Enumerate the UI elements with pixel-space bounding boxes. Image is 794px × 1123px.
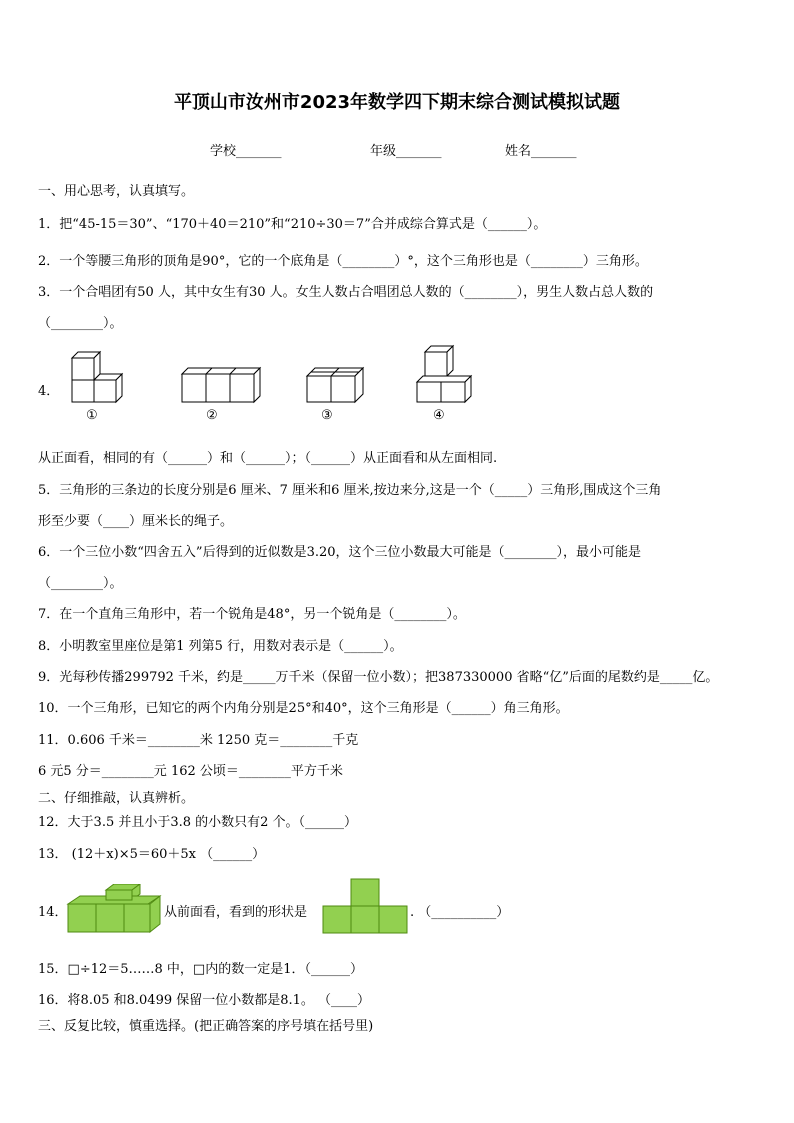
question-1: 1．把“45-15＝30”、“170＋40＝210”和“210÷30＝7”合并成综合算式是（______）。	[38, 217, 547, 232]
question-6-line-2: （________）。	[38, 576, 123, 591]
question-3-line-1: 3．一个合唱团有50 人，其中女生有30 人。女生人数占合唱团总人数的（________），男生人数占总人数的	[38, 285, 654, 300]
front-view-shape	[322, 878, 408, 934]
question-14-text: 从前面看，看到的形状是	[164, 905, 308, 920]
question-16: 16．将8.05 和8.0499 保留一位小数都是8.1。 （____）	[38, 993, 371, 1008]
page-title: 平顶山市汝州市2023年数学四下期末综合测试模拟试题	[173, 92, 621, 113]
figure-4-label: ④	[433, 408, 445, 423]
question-14-answer: . （__________）	[410, 905, 510, 920]
question-5-line-1: 5．三角形的三条边的长度分别是6 厘米、7 厘米和6 厘米,按边来分,这是一个（_____）三角形,围成这个三角	[38, 483, 662, 498]
question-11-line-2: 6 元5 分＝________元 162 公顷＝________平方千米	[38, 764, 343, 779]
question-3-line-2: （________）。	[38, 316, 123, 331]
question-13: 13． (12＋x)×5＝60＋5x （______）	[38, 847, 266, 862]
question-14-number: 14．	[38, 905, 68, 920]
question-5-line-2: 形至少要（____）厘米长的绳子。	[38, 514, 234, 529]
question-10: 10．一个三角形，已知它的两个内角分别是25°和40°，这个三角形是（______）角三角形。	[38, 701, 569, 716]
figure-3-label: ③	[321, 408, 333, 423]
question-12: 12．大于3.5 并且小于3.8 的小数只有2 个。（______）	[38, 815, 358, 830]
section-1-heading: 一、用心思考，认真填写。	[38, 184, 195, 199]
cube-figure-3	[305, 366, 367, 404]
name-field: 姓名_______	[505, 144, 577, 159]
question-7: 7．在一个直角三角形中，若一个锐角是48°，另一个锐角是（________）。	[38, 607, 466, 622]
question-15: 15．□÷12＝5……8 中，□内的数一定是1．（______）	[38, 962, 363, 977]
school-field: 学校_______	[210, 144, 282, 159]
cube-figure-4	[415, 344, 477, 404]
figure-2-label: ②	[206, 408, 218, 423]
question-4-number: 4．	[38, 384, 60, 399]
section-2-heading: 二、仔细推敲，认真辨析。	[38, 791, 195, 806]
grade-field: 年级_______	[370, 144, 442, 159]
question-4-text: 从正面看，相同的有（______）和（______）；（______）从正面看和从左面相同.	[38, 451, 498, 466]
question-8: 8．小明教室里座位是第1 列第5 行，用数对表示是（______）。	[38, 639, 403, 654]
question-9: 9．光每秒传播299792 千米，约是_____万千米（保留一位小数）；把387330000 省略“亿”后面的尾数约是_____亿。	[38, 670, 719, 685]
green-cube-figure	[66, 884, 162, 934]
question-11-line-1: 11．0.606 千米＝________米 1250 克＝________千克	[38, 733, 359, 748]
cube-figure-1	[70, 350, 132, 404]
question-6-line-1: 6．一个三位小数“四舍五入”后得到的近似数是3.20，这个三位小数最大可能是（________），最小可能是	[38, 545, 642, 560]
question-2: 2．一个等腰三角形的顶角是90°，它的一个底角是（________）°，这个三角形也是（________）三角形。	[38, 254, 648, 269]
cube-figure-2	[180, 366, 264, 404]
section-3-heading: 三、反复比较，慎重选择。(把正确答案的序号填在括号里)	[38, 1019, 374, 1034]
figure-1-label: ①	[86, 408, 98, 423]
